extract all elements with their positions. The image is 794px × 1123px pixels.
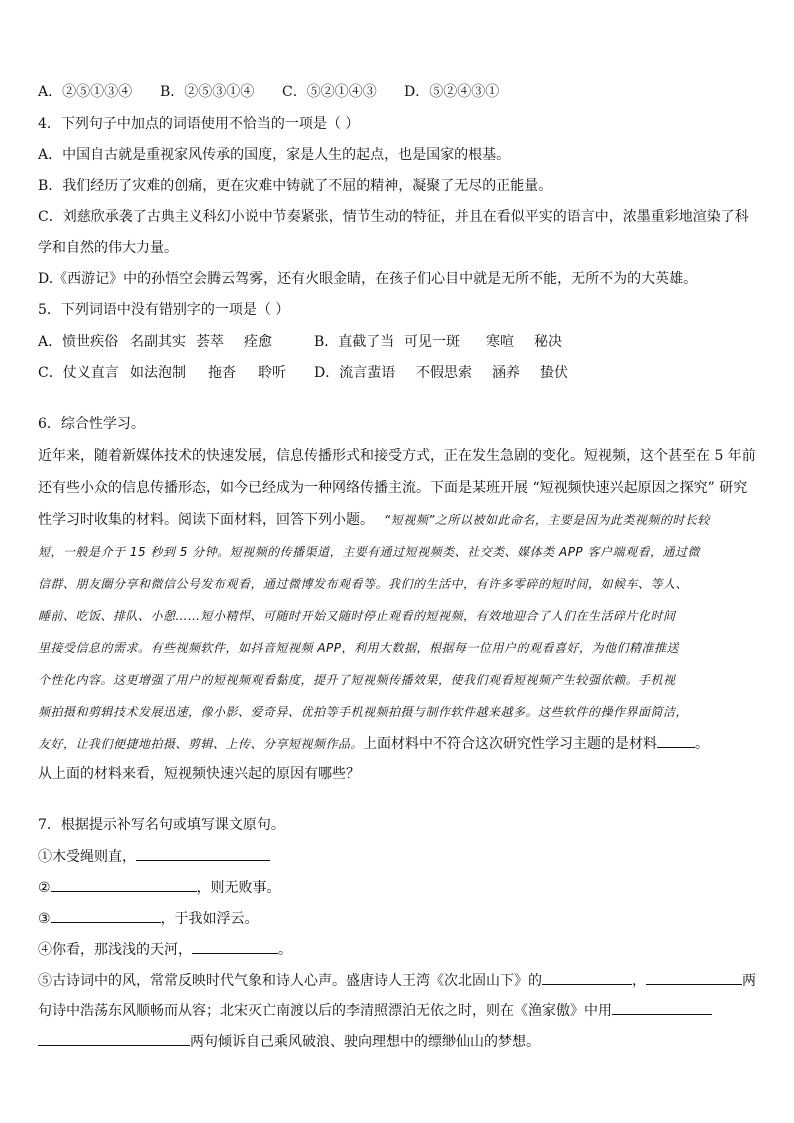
q5-b-word4: 秘决 bbox=[534, 334, 562, 350]
q4-option-c[interactable]: C．刘慈欣承袭了古典主义科幻小说中节奏紧张，情节生动的特征，并且在看似平实的语言中，浓墨重彩地渲染了科 bbox=[38, 209, 749, 225]
q7-item-4-end: 。 bbox=[278, 942, 292, 958]
q6-material-start: “短视频”之所以被如此命名，主要是因为此类视频的时长较 bbox=[384, 513, 710, 527]
q6-para-line-1: 近年来，随着新媒体技术的快速发展，信息传播形式和接受方式，正在发生急剧的变化。短视频，这个甚至在 5 年前 bbox=[38, 448, 756, 464]
q6-answer-blank[interactable] bbox=[657, 733, 695, 748]
q5-c-word4: 聆听 bbox=[258, 365, 286, 381]
q7-blank-5c[interactable] bbox=[612, 1000, 712, 1015]
q6-period: 。 bbox=[695, 736, 710, 752]
q5-d-word2: 不假思索 bbox=[416, 365, 472, 381]
q4-option-a[interactable]: A．中国自古就是重视家风传承的国度，家是人生的起点，也是国家的根基。 bbox=[38, 147, 511, 163]
q7-blank-1[interactable] bbox=[136, 846, 270, 861]
q5-c-word2: 如法泡制 bbox=[130, 365, 186, 381]
q7-item-2-text: ，则无败事。 bbox=[196, 880, 281, 896]
q7-blank-4[interactable] bbox=[192, 939, 278, 954]
q6-para-line-3 bbox=[38, 510, 710, 530]
q5-row-ab bbox=[38, 332, 562, 352]
q6-para-line-2: 还有些小众的信息传播形态，如今已经成为一种网络传播主流。下面是某班开展 “短视频快速兴起原因之探究” 研究 bbox=[38, 480, 748, 496]
q7-item-5 bbox=[38, 970, 756, 991]
q7-item-3 bbox=[38, 908, 259, 929]
q4-stem: 4．下列句子中加点的词语使用不恰当的一项是（ ） bbox=[38, 116, 360, 132]
q5-b-word2: 可见一斑 bbox=[404, 334, 460, 350]
q7-title: 7．根据提示补写名句或填写课文原句。 bbox=[38, 817, 285, 833]
q5-d-word1[interactable]: D．流言蜚语 bbox=[314, 365, 396, 381]
q7-item-5-liang: 两 bbox=[742, 973, 756, 989]
q5-d-word3: 涵养 bbox=[492, 365, 520, 381]
q7-item-5-line-2 bbox=[38, 1000, 712, 1021]
q7-item-4 bbox=[38, 939, 292, 960]
q7-blank-2[interactable] bbox=[51, 877, 197, 892]
q7-item-3-num: ③ bbox=[38, 911, 51, 927]
q6-title: 6．综合性学习。 bbox=[38, 416, 145, 432]
q7-blank-5d[interactable] bbox=[38, 1031, 190, 1046]
q5-stem: 5．下列词语中没有错别字的一项是（ ） bbox=[38, 302, 290, 318]
q5-a-word2: 名副其实 bbox=[130, 334, 186, 350]
q5-b-word3: 寒喧 bbox=[486, 334, 514, 350]
q5-c-word1[interactable]: C．仗义直言 bbox=[38, 365, 119, 381]
q4-option-d[interactable]: D.《西游记》中的孙悟空会腾云驾雾，还有火眼金睛，在孩子们心目中就是无所不能，无所不为的大英雄。 bbox=[38, 271, 698, 287]
q6-material-line-5: 个性化内容。这更增强了用户的短视频观看黏度，提升了短视频传播效果，使我们观看短视频产生较强依赖。手机视 bbox=[38, 673, 676, 687]
q6-material-line-1: 短，一般是介于 15 秒到 5 分钟。短视频的传播渠道，主要有通过短视频类、社交类、媒体类 APP 客户端观看，通过微 bbox=[38, 545, 700, 559]
q7-item-5-text-2: 句诗中浩荡东风顺畅而从容；北宋灭亡南渡以后的李清照漂泊无依之时，则在《渔家傲》中用 bbox=[38, 1003, 612, 1019]
q6-material-line-2: 信群、朋友圈分享和微信公号发布观看，通过微博发布观看等。我们的生活中，有许多零碎的短时间，如候车、等人、 bbox=[38, 577, 689, 591]
q5-row-cd bbox=[38, 363, 568, 383]
q4-option-b[interactable]: B．我们经历了灾难的创痛，更在灾难中铸就了不屈的精神，凝聚了无尽的正能量。 bbox=[38, 178, 553, 194]
q5-b-word1[interactable]: B．直截了当 bbox=[314, 334, 395, 350]
q7-item-2 bbox=[38, 877, 281, 898]
q7-blank-5a[interactable] bbox=[542, 970, 632, 985]
q6-material-end: 友好，让我们便捷地拍摄、剪辑、上传、分享短视频作品。 bbox=[38, 737, 364, 751]
q3-option-b[interactable]: B．②⑤③①④ bbox=[160, 84, 255, 100]
q7-item-2-num: ② bbox=[38, 880, 51, 896]
q7-item-5-text-3: 两句倾诉自己乘风破浪、驶向理想中的缥缈仙山的梦想。 bbox=[190, 1034, 540, 1050]
q6-material-line-6: 频拍摄和剪辑技术发展迅速，像小影、爱奇异、优拍等手机视频拍摄与制作软件越来越多。这些软件的操作界面简洁， bbox=[38, 705, 689, 719]
q3-option-c[interactable]: C．⑤②①④③ bbox=[282, 84, 377, 100]
q6-question-2: 从上面的材料来看，短视频快速兴起的原因有哪些？ bbox=[38, 766, 360, 782]
q5-d-word4: 蛰伏 bbox=[540, 365, 568, 381]
q7-item-5-text: ⑤古诗词中的风，常常反映时代气象和诗人心声。盛唐诗人王湾《次北固山下》的 bbox=[38, 973, 542, 989]
q6-question-1: 上面材料中不符合这次研究性学习主题的是材料 bbox=[363, 736, 658, 752]
q5-a-word4: 痊愈 bbox=[244, 334, 272, 350]
q5-a-word1[interactable]: A．愤世疾俗 bbox=[38, 334, 119, 350]
q6-material-line-4: 里接受信息的需求。有些视频软件，如抖音短视频 APP，利用大数据，根据每一位用户的观看喜好，为他们精准推送 bbox=[38, 641, 680, 655]
q6-material-line-3: 睡前、吃饭、排队、小憩……短小精悍、可随时开始又随时停止观看的短视频，有效地迎合了人们在生活碎片化时间 bbox=[38, 609, 676, 623]
q7-item-5-line-3 bbox=[38, 1031, 540, 1052]
q6-para-line-10 bbox=[38, 733, 709, 754]
q7-item-3-text: ，于我如浮云。 bbox=[160, 911, 259, 927]
q7-blank-5b[interactable] bbox=[646, 970, 742, 985]
q7-item-4-text: ④你看，那浅浅的天河， bbox=[38, 942, 192, 958]
q3-option-d[interactable]: D．⑤②④③① bbox=[404, 84, 500, 100]
q5-a-word3: 荟萃 bbox=[196, 334, 224, 350]
q3-option-a[interactable]: A．②⑤①③④ bbox=[38, 84, 133, 100]
q5-c-word3: 拖沓 bbox=[208, 365, 236, 381]
q4-option-c-cont: 学和自然的伟大力量。 bbox=[38, 240, 178, 256]
q7-item-1-text: ①木受绳则直， bbox=[38, 849, 136, 865]
q3-options bbox=[38, 82, 499, 102]
q7-item-5-comma: ， bbox=[632, 973, 646, 989]
q6-intro-text: 性学习时收集的材料。阅读下面材料，回答下列小题。 bbox=[38, 512, 374, 528]
q7-item-1 bbox=[38, 846, 270, 867]
q7-blank-3[interactable] bbox=[51, 908, 161, 923]
